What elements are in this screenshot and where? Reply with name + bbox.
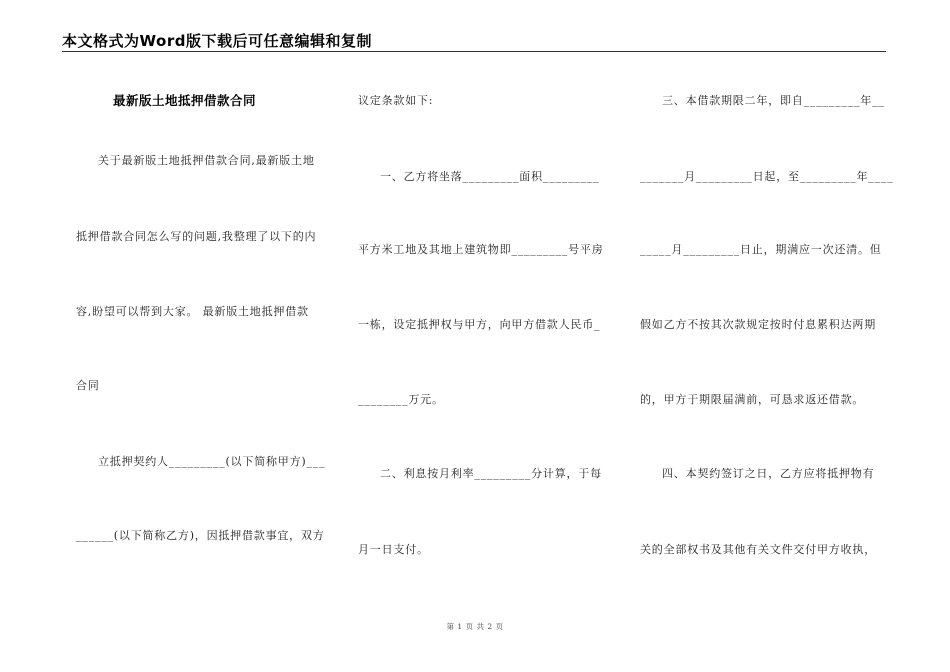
paragraph-line: ______(以下简称乙方)，因抵押借款事宜，双方 <box>76 529 325 542</box>
paragraph-line: 平方米工地及其地上建筑物即_________号平房 <box>358 243 604 256</box>
paragraph-line: 一栋，设定抵押权与甲方，向甲方借款人民币_ <box>358 318 601 331</box>
paragraph-line: 关的全部权书及其他有关文件交付甲方收执， <box>640 543 876 556</box>
header-divider <box>62 51 886 52</box>
paragraph-line: 抵押借款合同怎么写的问题,我整理了以下的内 <box>76 230 317 243</box>
paragraph-line: 四、本契约签订之日，乙方应将抵押物有 <box>662 467 875 480</box>
paragraph-line: _____月_________日止，期满应一次还清。但 <box>640 243 882 256</box>
paragraph-line: 三、本借款期限二年，即自_________年__ <box>662 94 885 107</box>
document-title: 最新版土地抵押借款合同 <box>113 93 257 108</box>
paragraph-line: _______月_________日起，至_________年____ <box>640 170 894 183</box>
paragraph-line: 立抵押契约人_________(以下简称甲方)___ <box>98 455 326 468</box>
paragraph-line: 关于最新版土地抵押借款合同,最新版土地 <box>98 154 315 167</box>
paragraph-line: ________万元。 <box>358 393 444 406</box>
paragraph-line: 假如乙方不按其次款规定按时付息累积达两期 <box>640 318 876 331</box>
paragraph-line: 月一日支付。 <box>358 543 429 556</box>
paragraph-line: 二、利息按月利率_________分计算，于每 <box>380 467 602 480</box>
page-number: 第 1 页 共 2 页 <box>446 622 504 631</box>
paragraph-line: 合同 <box>76 379 100 392</box>
paragraph-line: 容,盼望可以帮到大家。 最新版土地抵押借款 <box>76 305 309 318</box>
paragraph-line: 的，甲方于期限届满前，可恳求返还借款。 <box>640 393 865 406</box>
paragraph-line: 议定条款如下: <box>358 94 434 107</box>
document-header-banner: 本文格式为Word版下载后可任意编辑和复制 <box>62 32 372 50</box>
paragraph-line: 一、乙方将坐落_________面积_________ <box>380 170 600 183</box>
